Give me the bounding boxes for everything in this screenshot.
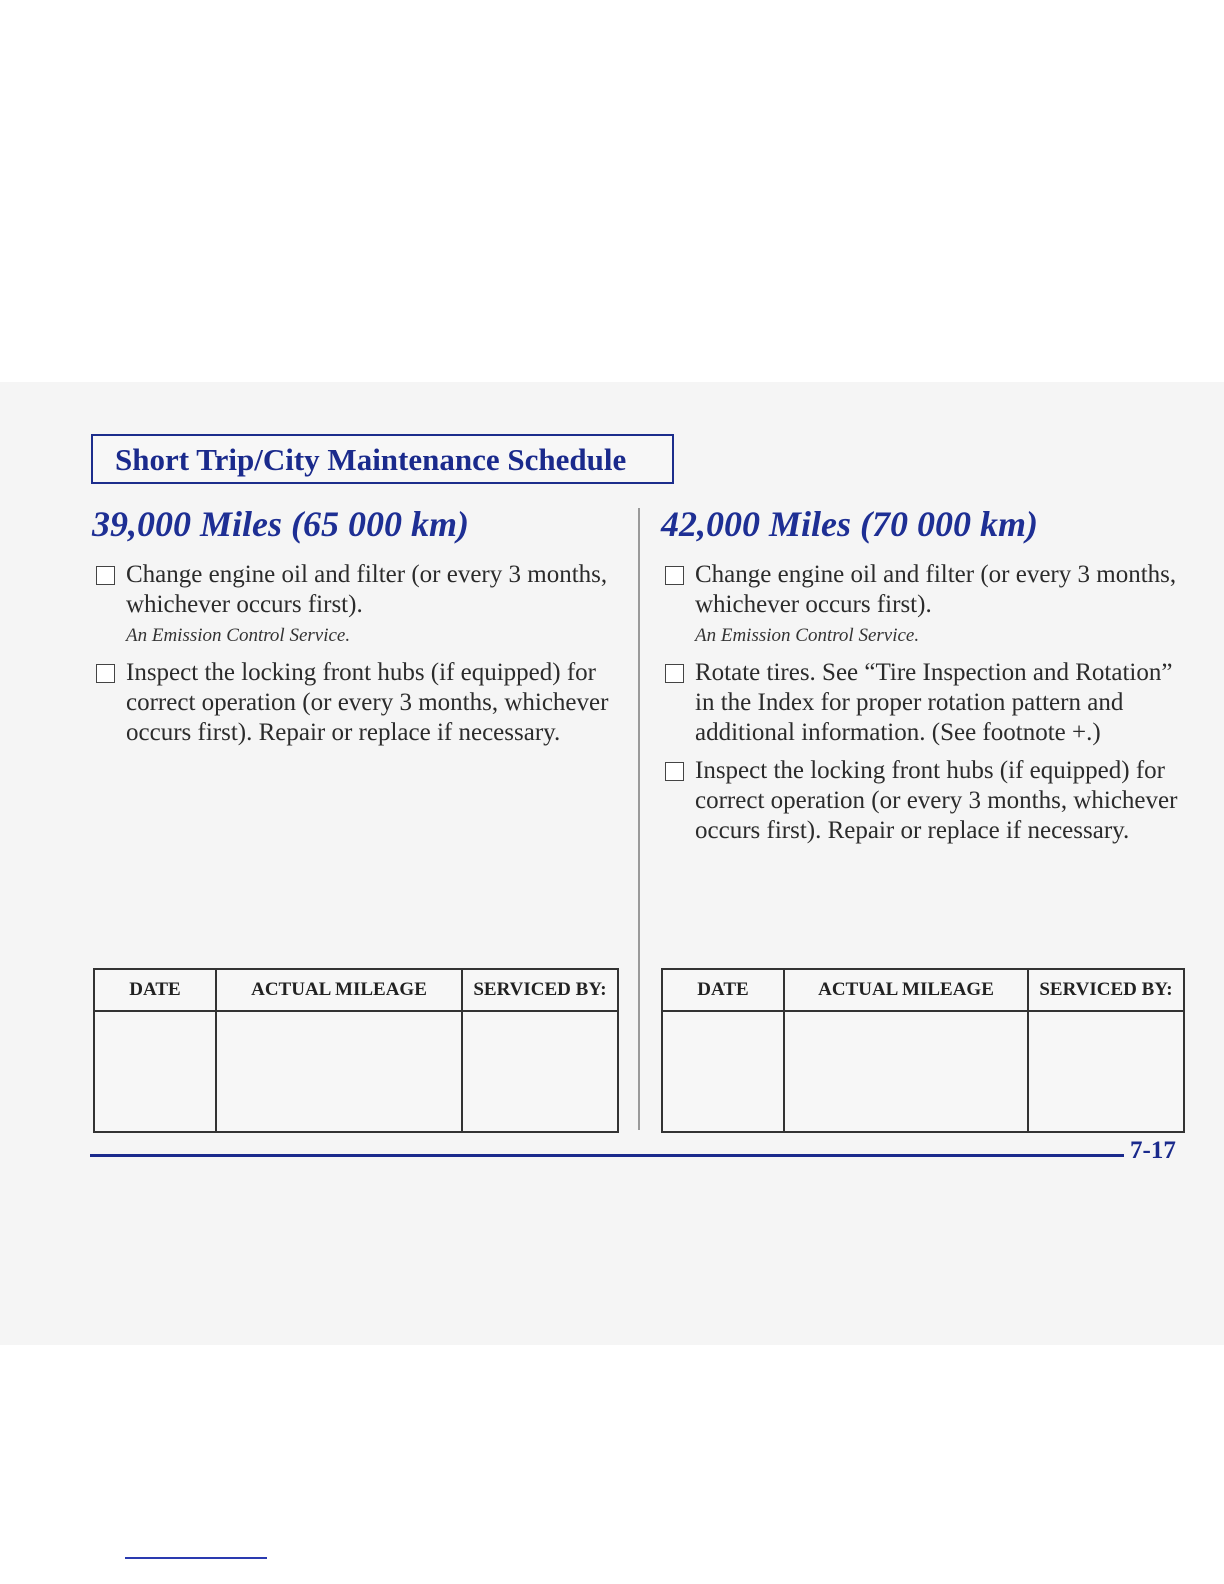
task-checkbox[interactable] bbox=[96, 566, 115, 585]
task-text: Change engine oil and filter (or every 3 months, whichever occurs first). bbox=[126, 561, 608, 618]
serviced-by-cell[interactable] bbox=[462, 1011, 618, 1132]
task-item bbox=[92, 560, 622, 650]
mileage-cell[interactable] bbox=[216, 1011, 462, 1132]
table-header-date: DATE bbox=[94, 969, 216, 1011]
mileage-cell[interactable] bbox=[784, 1011, 1028, 1132]
service-record-table-right bbox=[661, 968, 1185, 1133]
table-header-serviced-by: SERVICED BY: bbox=[462, 969, 618, 1011]
mileage-heading-right: 42,000 Miles (70 000 km) bbox=[661, 504, 1038, 544]
footer-rule bbox=[90, 1154, 1124, 1157]
task-text: Rotate tires. See “Tire Inspection and Rotation” in the Index for proper rotation pattern and additional information. (See footnote +.) bbox=[695, 659, 1173, 746]
section-header-box bbox=[91, 434, 674, 484]
task-note: An Emission Control Service. bbox=[695, 625, 920, 646]
table-header-mileage: ACTUAL MILEAGE bbox=[216, 969, 462, 1011]
column-divider bbox=[638, 508, 640, 1130]
mileage-heading-left: 39,000 Miles (65 000 km) bbox=[92, 504, 469, 544]
page-title: Short Trip/City Maintenance Schedule bbox=[115, 442, 627, 477]
task-note: An Emission Control Service. bbox=[126, 625, 351, 646]
task-checkbox[interactable] bbox=[665, 762, 684, 781]
table-header-mileage: ACTUAL MILEAGE bbox=[784, 969, 1028, 1011]
task-item bbox=[661, 560, 1191, 650]
page-number: 7-17 bbox=[1130, 1137, 1176, 1164]
task-item bbox=[92, 658, 622, 748]
task-text: Change engine oil and filter (or every 3 months, whichever occurs first). bbox=[695, 561, 1177, 618]
date-cell[interactable] bbox=[94, 1011, 216, 1132]
serviced-by-cell[interactable] bbox=[1028, 1011, 1184, 1132]
task-checkbox[interactable] bbox=[665, 664, 684, 683]
table-header-serviced-by: SERVICED BY: bbox=[1028, 969, 1184, 1011]
task-checkbox[interactable] bbox=[96, 664, 115, 683]
task-item bbox=[661, 756, 1191, 846]
right-column bbox=[661, 500, 1191, 846]
task-checkbox[interactable] bbox=[665, 566, 684, 585]
bottom-rule bbox=[125, 1557, 267, 1559]
date-cell[interactable] bbox=[662, 1011, 784, 1132]
task-item bbox=[661, 658, 1191, 748]
task-text: Inspect the locking front hubs (if equipped) for correct operation (or every 3 months, whichever occurs first). Repair or replace if necessary. bbox=[126, 659, 609, 746]
task-text: Inspect the locking front hubs (if equipped) for correct operation (or every 3 months, whichever occurs first). Repair or replace if necessary. bbox=[695, 757, 1178, 844]
service-record-table-left bbox=[93, 968, 619, 1133]
left-column bbox=[92, 500, 622, 748]
table-header-date: DATE bbox=[662, 969, 784, 1011]
